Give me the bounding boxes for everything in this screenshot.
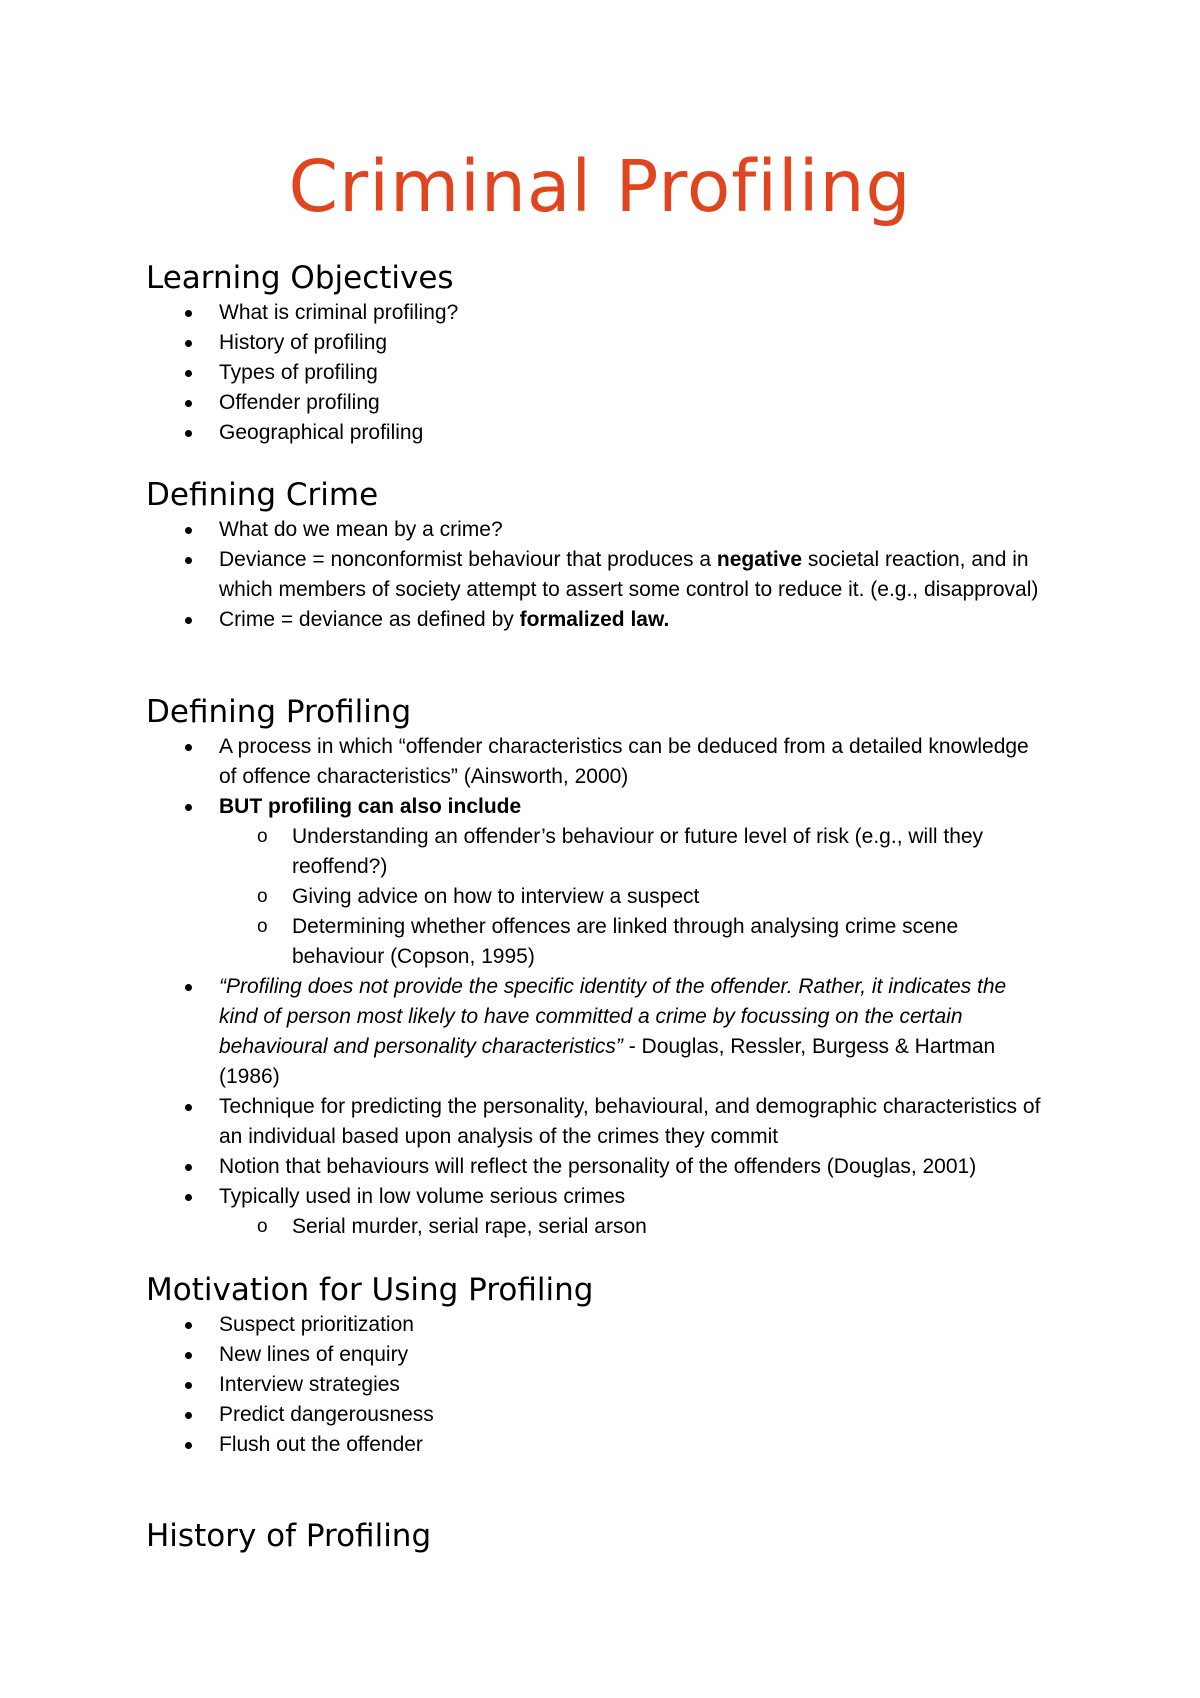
sub-list bbox=[219, 1212, 1050, 1242]
list-item bbox=[0, 605, 1200, 635]
list-item: History of profiling bbox=[0, 328, 1200, 358]
list-motivation bbox=[0, 1310, 1200, 1460]
list-item bbox=[0, 545, 1200, 605]
list-learning-objectives bbox=[0, 298, 1200, 448]
text-run: Crime = deviance as defined by bbox=[219, 608, 520, 631]
list-item: Types of profiling bbox=[0, 358, 1200, 388]
heading-learning-objectives: Learning Objectives bbox=[146, 260, 454, 296]
text-run: Typically used in low volume serious crimes bbox=[219, 1185, 626, 1208]
bold-text: BUT profiling can also include bbox=[219, 795, 522, 818]
text-run: Deviance = nonconformist behaviour that produces a bbox=[219, 548, 717, 571]
list-item: Predict dangerousness bbox=[0, 1400, 1200, 1430]
heading-history-of-profiling: History of Profiling bbox=[146, 1518, 432, 1554]
heading-defining-crime: Defining Crime bbox=[146, 477, 379, 513]
list-item: New lines of enquiry bbox=[0, 1340, 1200, 1370]
bold-text: formalized law. bbox=[519, 608, 670, 631]
text-run: societal reaction, and in which members of society attempt to assert some control to reduce it. (e.g., disapproval) bbox=[219, 548, 1039, 601]
heading-motivation: Motivation for Using Profiling bbox=[146, 1272, 594, 1308]
document-title: Criminal Profiling bbox=[288, 145, 912, 228]
list-item: Flush out the offender bbox=[0, 1430, 1200, 1460]
list-item bbox=[0, 1182, 1200, 1242]
sub-list-item: o Serial murder, serial rape, serial arson bbox=[219, 1212, 1050, 1242]
list-item: What do we mean by a crime? bbox=[0, 515, 1200, 545]
list-defining-profiling bbox=[0, 732, 1200, 1242]
heading-defining-profiling: Defining Profiling bbox=[146, 694, 412, 730]
list-item: Notion that behaviours will reflect the personality of the offenders (Douglas, 2001) bbox=[0, 1152, 1200, 1182]
list-item: A process in which “offender characteristics can be deduced from a detailed knowledge of offence characteristics” (Ainsworth, 2000) bbox=[0, 732, 1200, 792]
list-item: Geographical profiling bbox=[0, 418, 1200, 448]
quote-text: “Profiling does not provide the specific identity of the offender. Rather, it indicates the kind of person most likely to have committed a crime by focussing on the certain behavioural and personality characteristics” bbox=[219, 975, 1007, 1058]
sub-list-item: o Giving advice on how to interview a suspect bbox=[219, 882, 1050, 912]
bold-text: negative bbox=[716, 548, 803, 571]
list-item bbox=[0, 792, 1200, 972]
list-item: Technique for predicting the personality, behavioural, and demographic characteristics of an individual based upon analysis of the crimes they commit bbox=[0, 1092, 1200, 1152]
citation-text: - Douglas, Ressler, Burgess & Hartman (1986) bbox=[219, 1035, 996, 1088]
sub-list-item: o Determining whether offences are linked through analysing crime scene behaviour (Copson, 1995) bbox=[219, 912, 1050, 972]
list-defining-crime bbox=[0, 515, 1200, 635]
sub-list-item: o Understanding an offender’s behaviour or future level of risk (e.g., will they reoffend?) bbox=[219, 822, 1050, 882]
list-item: Suspect prioritization bbox=[0, 1310, 1200, 1340]
list-item bbox=[0, 972, 1200, 1092]
list-item: Interview strategies bbox=[0, 1370, 1200, 1400]
list-item: What is criminal profiling? bbox=[0, 298, 1200, 328]
sub-list bbox=[219, 822, 1050, 972]
list-item: Offender profiling bbox=[0, 388, 1200, 418]
